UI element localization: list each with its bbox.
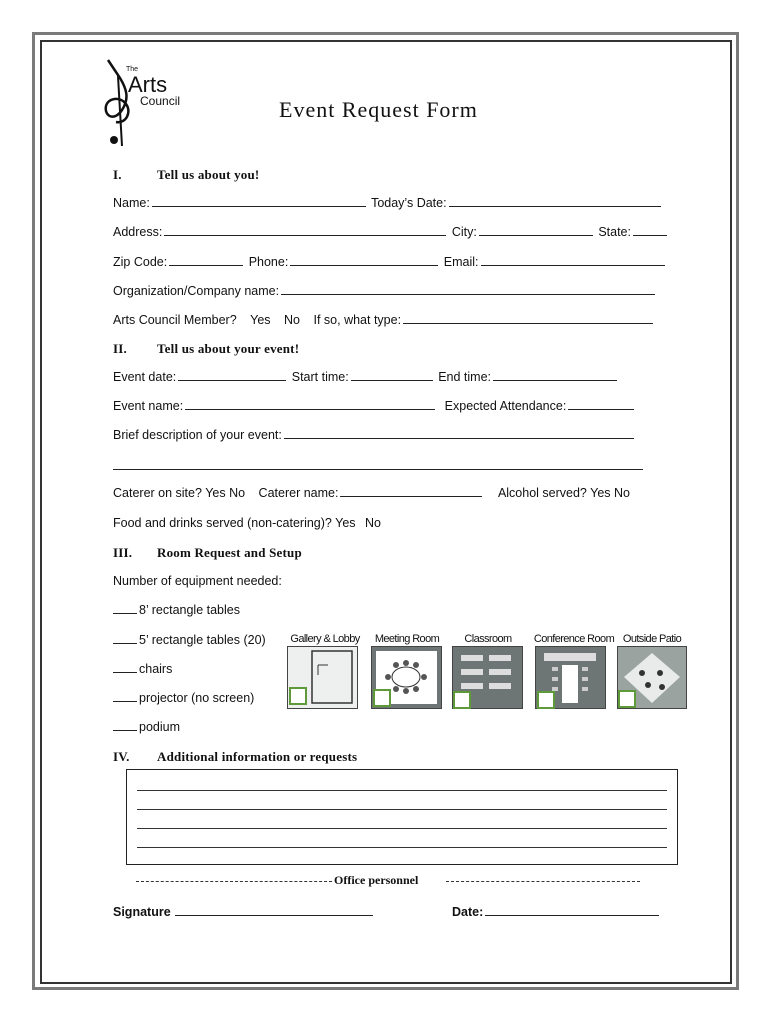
row-event-name — [113, 398, 636, 414]
email-label: Email: — [443, 255, 479, 269]
todays-date-label: Today’s Date: — [371, 196, 447, 210]
meeting-room-checkbox[interactable] — [373, 689, 391, 707]
equipment-item-label: 8’ rectangle tables — [139, 603, 240, 617]
member-type-label: If so, what type: — [313, 313, 402, 327]
office-date-label: Date: — [452, 905, 484, 919]
notes-line — [137, 809, 667, 810]
equipment-quantity-field[interactable] — [113, 632, 137, 644]
caterer-name-field[interactable] — [340, 485, 482, 497]
end-time-label: End time: — [438, 370, 491, 384]
notes-line — [137, 828, 667, 829]
section-2-title: Tell us about your event! — [157, 341, 300, 356]
equipment-item — [113, 690, 254, 706]
section-4-number: IV. — [113, 749, 130, 764]
state-label: State: — [598, 225, 631, 239]
office-personnel-label: Office personnel — [334, 873, 419, 887]
event-date-label: Event date: — [113, 370, 177, 384]
row-organization — [113, 283, 657, 299]
description-field-line-2[interactable] — [113, 469, 643, 470]
food-no-option[interactable]: No — [365, 516, 381, 530]
attendance-label: Expected Attendance: — [444, 399, 567, 413]
office-divider-left — [136, 881, 332, 882]
equipment-quantity-field[interactable] — [113, 602, 137, 614]
section-1-number: I. — [113, 167, 122, 182]
section-1-title: Tell us about you! — [157, 167, 260, 182]
section-3-number: III. — [113, 545, 133, 560]
row-office-date — [452, 904, 661, 919]
equipment-item-label: chairs — [139, 662, 173, 676]
caterer-name-label: Caterer name: — [258, 486, 339, 500]
member-type-field[interactable] — [403, 312, 653, 324]
logo-council-text: Council — [140, 94, 181, 108]
page-title: Event Request Form — [279, 97, 478, 122]
member-no-option[interactable]: No — [284, 313, 301, 327]
description-field[interactable] — [284, 427, 634, 439]
alcohol-no-option[interactable]: No — [614, 486, 631, 500]
attendance-field[interactable] — [568, 398, 634, 410]
equipment-item — [113, 719, 180, 735]
row-zip-phone-email — [113, 254, 667, 270]
organization-label: Organization/Company name: — [113, 284, 280, 298]
event-name-field[interactable] — [185, 398, 435, 410]
logo-small-text: The — [126, 66, 139, 73]
name-field[interactable] — [152, 195, 366, 207]
section-4-heading — [113, 749, 357, 765]
event-name-label: Event name: — [113, 399, 184, 413]
organization-field[interactable] — [281, 283, 655, 295]
row-catering — [113, 485, 630, 501]
section-4-title: Additional information or requests — [157, 749, 358, 764]
email-field[interactable] — [481, 254, 665, 266]
caterer-onsite-label: Caterer on site? — [113, 486, 202, 500]
office-date-field[interactable] — [485, 904, 659, 916]
outside-patio-checkbox[interactable] — [618, 690, 636, 708]
equipment-item — [113, 602, 240, 618]
event-date-field[interactable] — [178, 369, 286, 381]
signature-label: Signature — [113, 905, 171, 919]
room-label-gallery: Gallery & Lobby — [290, 633, 360, 645]
logo-arts-text: Arts — [128, 72, 168, 97]
end-time-field[interactable] — [493, 369, 617, 381]
member-yes-option[interactable]: Yes — [250, 313, 271, 327]
city-label: City: — [451, 225, 477, 239]
state-field[interactable] — [633, 224, 667, 236]
address-field[interactable] — [164, 224, 446, 236]
arts-council-logo — [100, 58, 200, 148]
row-address — [113, 224, 669, 240]
food-label: Food and drinks served (non-catering)? — [113, 516, 332, 530]
start-time-field[interactable] — [351, 369, 433, 381]
alcohol-yes-option[interactable]: Yes — [590, 486, 611, 500]
equipment-item-label: 5’ rectangle tables (20) — [139, 633, 266, 647]
section-1-heading — [113, 167, 259, 183]
start-time-label: Start time: — [291, 370, 349, 384]
office-divider-right — [446, 881, 640, 882]
equipment-quantity-field[interactable] — [113, 661, 137, 673]
signature-field[interactable] — [175, 904, 373, 916]
room-label-meeting: Meeting Room — [374, 633, 440, 645]
address-label: Address: — [113, 225, 163, 239]
classroom-checkbox[interactable] — [453, 691, 471, 709]
row-event-times — [113, 369, 619, 385]
caterer-no-option[interactable]: No — [229, 486, 246, 500]
zip-label: Zip Code: — [113, 255, 168, 269]
notes-line — [137, 847, 667, 848]
row-name-date — [113, 195, 663, 211]
row-signature — [113, 904, 375, 919]
equipment-item-label: podium — [139, 720, 180, 734]
zip-field[interactable] — [169, 254, 243, 266]
caterer-yes-option[interactable]: Yes — [205, 486, 226, 500]
section-3-heading — [113, 545, 302, 561]
equipment-quantity-field[interactable] — [113, 719, 137, 731]
conference-room-checkbox[interactable] — [537, 691, 555, 709]
row-membership — [113, 312, 655, 328]
equipment-label: Number of equipment needed: — [113, 574, 282, 588]
city-field[interactable] — [479, 224, 593, 236]
equipment-item-label: projector (no screen) — [139, 691, 255, 705]
alcohol-label: Alcohol served? — [497, 486, 587, 500]
notes-line — [137, 790, 667, 791]
phone-label: Phone: — [248, 255, 289, 269]
room-label-patio: Outside Patio — [622, 633, 682, 645]
section-2-heading — [113, 341, 299, 357]
equipment-quantity-field[interactable] — [113, 690, 137, 702]
row-food — [113, 515, 381, 531]
row-description — [113, 427, 636, 443]
additional-info-textarea[interactable] — [126, 769, 678, 865]
room-label-conference: Conference Room — [533, 633, 615, 645]
description-label: Brief description of your event: — [113, 428, 282, 442]
section-3-title: Room Request and Setup — [157, 545, 302, 560]
room-label-classroom: Classroom — [464, 633, 512, 645]
todays-date-field[interactable] — [449, 195, 661, 207]
member-label: Arts Council Member? — [113, 313, 237, 327]
phone-field[interactable] — [290, 254, 438, 266]
section-2-number: II. — [113, 341, 127, 356]
equipment-item — [113, 661, 172, 677]
equipment-item — [113, 632, 266, 648]
name-label: Name: — [113, 196, 150, 210]
gallery-checkbox[interactable] — [289, 687, 307, 705]
food-yes-option[interactable]: Yes — [335, 516, 356, 530]
